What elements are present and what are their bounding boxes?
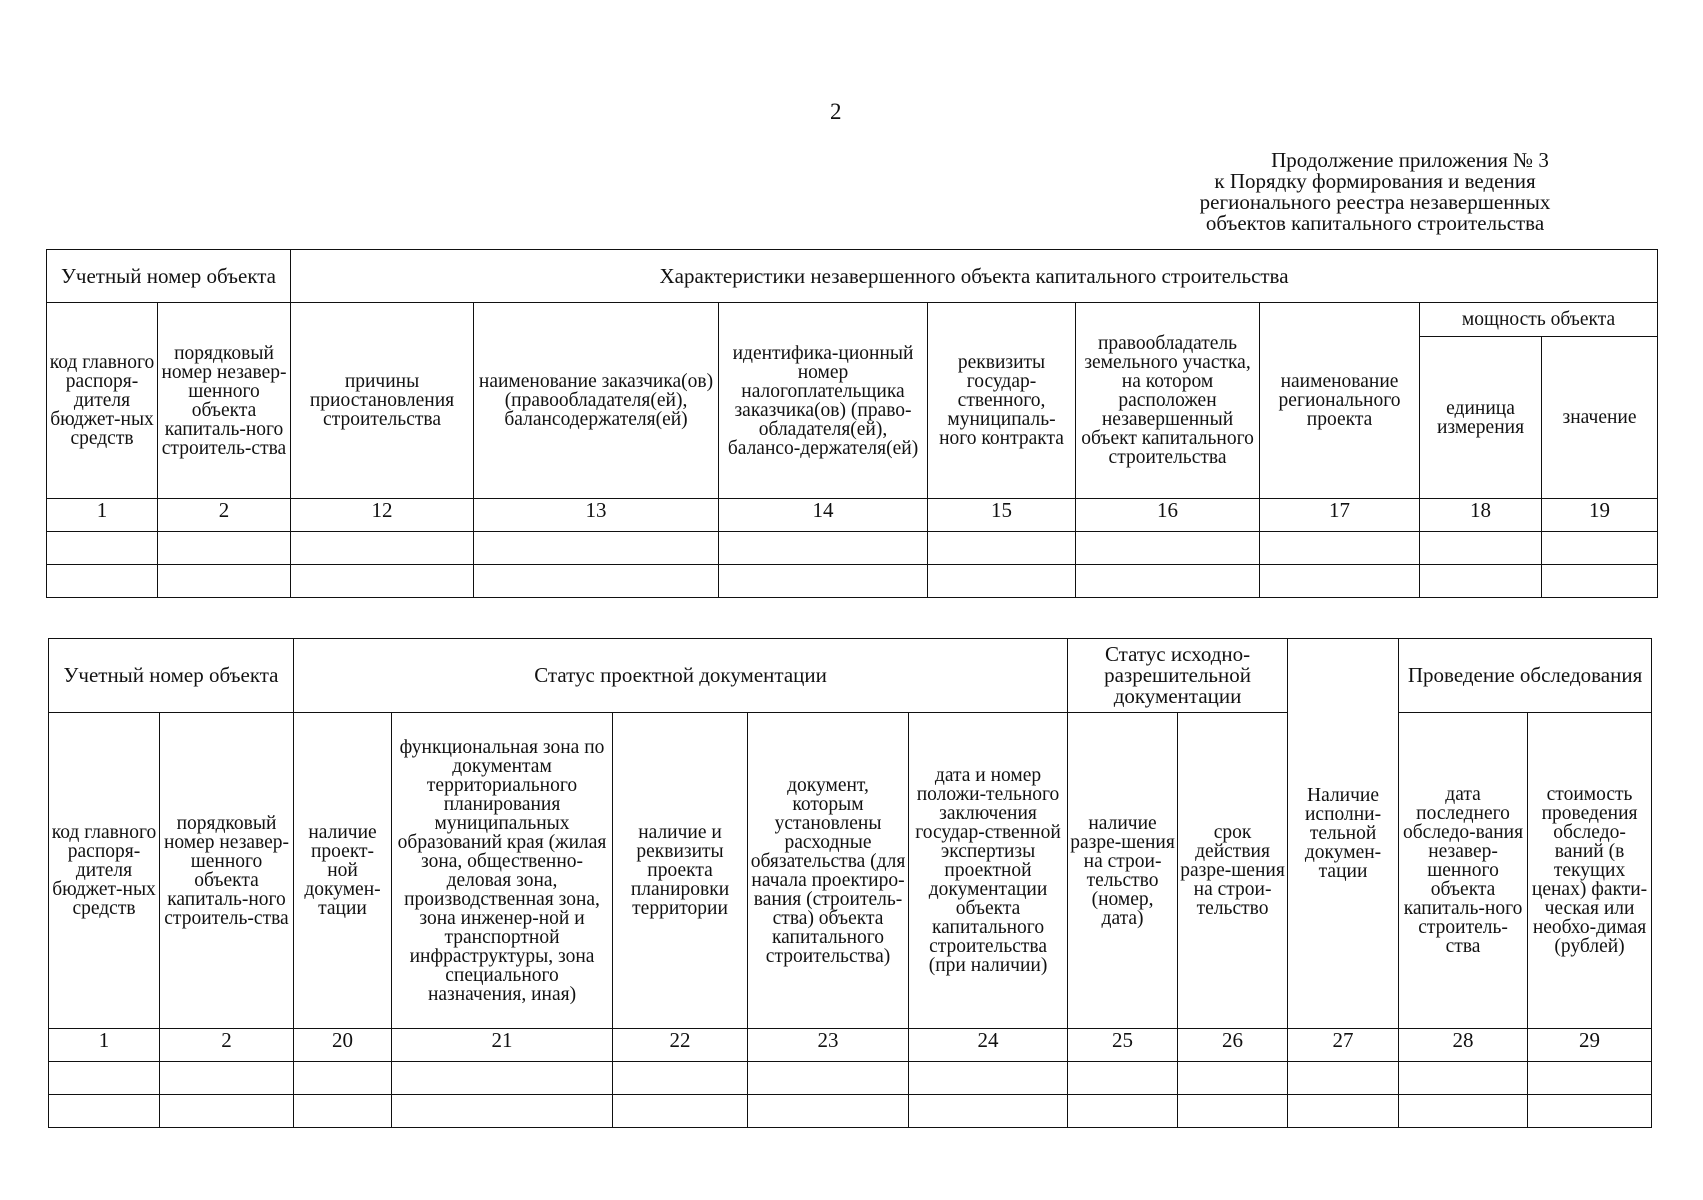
empty-cell (909, 1095, 1068, 1128)
project-status-table (48, 638, 1652, 1128)
header-cell: дата и номер положи-тельного заключения государ-ственной экспертизы проектной документации объекта капитального строительства (при наличии) (909, 713, 1068, 1029)
column-number: 17 (1260, 499, 1420, 532)
empty-cell (719, 532, 928, 565)
group-characteristics: Характеристики незавершенного объекта капитального строительства (291, 250, 1658, 303)
empty-cell (613, 1062, 748, 1095)
header-cell: правообладатель земельного участка, на котором расположен незавершенный объект капитального строительства (1076, 303, 1260, 499)
empty-cell (719, 565, 928, 598)
empty-cell (1068, 1062, 1178, 1095)
empty-cell (1076, 565, 1260, 598)
header-cell: код главного распоря-дителя бюджет-ных средств (47, 303, 158, 499)
header-cell: документ, которым установлены расходные обязательства (для начала проектиро-вания (строитель-ства) объекта капитального строительства) (748, 713, 909, 1029)
column-number: 22 (613, 1029, 748, 1062)
empty-cell (158, 532, 291, 565)
empty-cell (291, 565, 474, 598)
column-number: 1 (49, 1029, 160, 1062)
empty-cell (1068, 1095, 1178, 1128)
annex-line-4: объектов капитального строительства (1205, 211, 1545, 235)
header-cell: код главного распоря-дителя бюджет-ных средств (49, 713, 160, 1029)
empty-cell (928, 532, 1076, 565)
header-cell: наличие и реквизиты проекта планировки территории (613, 713, 748, 1029)
column-number: 20 (294, 1029, 392, 1062)
column-number: 13 (474, 499, 719, 532)
empty-cell (47, 565, 158, 598)
annex-line-2: к Порядку формирования и ведения (1214, 169, 1536, 193)
header-cell: срок действия разре-шения на строи-тельство (1178, 713, 1288, 1029)
column-number: 25 (1068, 1029, 1178, 1062)
empty-cell (392, 1095, 613, 1128)
header-cell: порядковый номер незавер-шенного объекта капиталь-ного строитель-ства (160, 713, 294, 1029)
empty-cell (49, 1095, 160, 1128)
column-number: 28 (1399, 1029, 1528, 1062)
header-cell: значение (1542, 337, 1658, 499)
empty-cell (294, 1095, 392, 1128)
empty-cell (294, 1062, 392, 1095)
table-row (47, 565, 1658, 598)
column-number: 14 (719, 499, 928, 532)
column-number: 29 (1528, 1029, 1652, 1062)
empty-cell (47, 532, 158, 565)
empty-cell (909, 1062, 1068, 1095)
group-survey: Проведение обследования (1399, 639, 1652, 713)
table-row (49, 1095, 1652, 1128)
empty-cell (1528, 1095, 1652, 1128)
header-cell: наименование заказчика(ов) (правообладателя(ей), балансодержателя(ей) (474, 303, 719, 499)
empty-cell (392, 1062, 613, 1095)
empty-cell (1399, 1095, 1528, 1128)
table-row (49, 1062, 1652, 1095)
empty-cell (1420, 532, 1542, 565)
header-cell: реквизиты государ-ственного, муниципаль-ного контракта (928, 303, 1076, 499)
header-cell: функциональная зона по документам территориального планирования муниципальных образований края (жилая зона, общественно-деловая зона, производственная зона, зона инженер-ной и транспортной инфраструктуры, зона специального назначения, иная) (392, 713, 613, 1029)
empty-cell (291, 532, 474, 565)
header-cell: наличие разре-шения на строи-тельство (номер, дата) (1068, 713, 1178, 1029)
header-cell: Наличие исполни-тельной докумен-тации (1288, 639, 1399, 1029)
column-number: 16 (1076, 499, 1260, 532)
empty-cell (474, 565, 719, 598)
column-number: 2 (158, 499, 291, 532)
group-account-number: Учетный номер объекта (49, 639, 294, 713)
header-cell: единица измерения (1420, 337, 1542, 499)
empty-cell (1076, 532, 1260, 565)
column-number: 21 (392, 1029, 613, 1062)
column-number: 18 (1420, 499, 1542, 532)
empty-cell (158, 565, 291, 598)
empty-cell (160, 1095, 294, 1128)
empty-cell (613, 1095, 748, 1128)
characteristics-table (46, 249, 1658, 598)
empty-cell (748, 1095, 909, 1128)
group-power: мощность объекта (1420, 303, 1658, 337)
empty-cell (928, 565, 1076, 598)
empty-cell (1178, 1095, 1288, 1128)
header-cell: стоимость проведения обследо-ваний (в текущих ценах) факти-ческая или необхо-димая (рублей) (1528, 713, 1652, 1029)
empty-cell (1288, 1095, 1399, 1128)
column-number: 12 (291, 499, 474, 532)
empty-cell (160, 1062, 294, 1095)
column-number: 24 (909, 1029, 1068, 1062)
annex-header (1095, 150, 1655, 234)
empty-cell (1542, 532, 1658, 565)
page-number: 2 (830, 99, 842, 124)
header-cell: порядковый номер незавер-шенного объекта капиталь-ного строитель-ства (158, 303, 291, 499)
header-cell: причины приостановления строительства (291, 303, 474, 499)
header-cell: наличие проект-ной докумен-тации (294, 713, 392, 1029)
empty-cell (1260, 565, 1420, 598)
header-cell: идентифика-ционный номер налогоплательщика заказчика(ов) (право-обладателя(ей), балансо-держателя(ей) (719, 303, 928, 499)
group-account-number: Учетный номер объекта (47, 250, 291, 303)
empty-cell (49, 1062, 160, 1095)
group-project-docs: Статус проектной документации (294, 639, 1068, 713)
annex-line-1: Продолжение приложения № 3 (1271, 148, 1549, 172)
empty-cell (1260, 532, 1420, 565)
column-number: 27 (1288, 1029, 1399, 1062)
column-number: 26 (1178, 1029, 1288, 1062)
annex-line-3: регионального реестра незавершенных (1199, 190, 1551, 214)
column-number: 15 (928, 499, 1076, 532)
empty-cell (1542, 565, 1658, 598)
header-cell: дата последнего обследо-вания незавер-шенного объекта капиталь-ного строитель-ства (1399, 713, 1528, 1029)
column-number: 2 (160, 1029, 294, 1062)
empty-cell (748, 1062, 909, 1095)
empty-cell (1288, 1062, 1399, 1095)
empty-cell (1399, 1062, 1528, 1095)
column-number: 23 (748, 1029, 909, 1062)
empty-cell (1420, 565, 1542, 598)
column-number: 1 (47, 499, 158, 532)
header-cell: наименование регионального проекта (1260, 303, 1420, 499)
empty-cell (1528, 1062, 1652, 1095)
empty-cell (1178, 1062, 1288, 1095)
group-permit-docs: Статус исходно-разрешительной документации (1068, 639, 1288, 713)
table-row (47, 532, 1658, 565)
column-number: 19 (1542, 499, 1658, 532)
empty-cell (474, 532, 719, 565)
